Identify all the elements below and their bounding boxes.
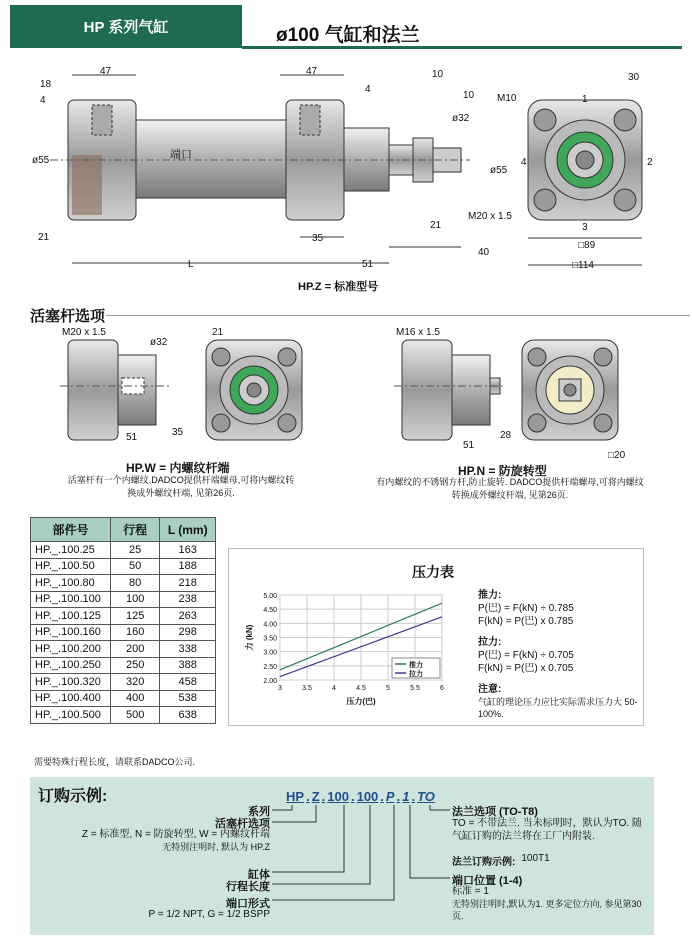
y-tick-label: 4.00	[263, 621, 277, 629]
x-tick-label: 3	[278, 685, 282, 692]
w-dim-21: 21	[212, 327, 224, 338]
part-number-cell: HP._.100.25	[31, 542, 111, 559]
length-cell: 263	[160, 608, 216, 625]
table-note: 需要特殊行程长度，请联系DADCO公司.	[34, 757, 196, 767]
length-cell: 458	[160, 674, 216, 691]
label-flange: 法兰选项 (TO-T8)	[452, 806, 538, 818]
part-number-cell: HP._.100.200	[31, 641, 111, 658]
x-axis-label: 压力(巴)	[346, 697, 376, 706]
length-cell: 388	[160, 657, 216, 674]
stroke-cell: 25	[110, 542, 160, 559]
part-number-cell: HP._.100.160	[31, 624, 111, 641]
table-row	[31, 657, 216, 674]
order-title: 订购示例:	[38, 788, 108, 805]
dim-4-left: 4	[40, 95, 46, 106]
rod-options-rule	[106, 315, 690, 316]
length-cell: 538	[160, 690, 216, 707]
code-flange: TO	[417, 789, 435, 804]
y-tick-label: 3.50	[263, 635, 277, 643]
code-port-form: P	[385, 789, 395, 804]
table-row	[31, 608, 216, 625]
port-pos-desc: 标准 = 1	[452, 886, 489, 897]
code-port-position: 1	[402, 789, 410, 804]
rod-options-drawings	[0, 320, 692, 455]
y-tick-label: 2.00	[263, 678, 277, 685]
rod-options-title: 活塞杆选项	[30, 308, 106, 325]
series-tab: HP 系列气缸	[10, 5, 242, 48]
dim-L: L	[188, 259, 194, 270]
y-tick-label: 2.50	[263, 663, 277, 671]
push-title: 推力:	[478, 590, 502, 601]
table-row	[31, 575, 216, 592]
dim-40: 40	[478, 247, 490, 258]
y-tick-label: 3.00	[263, 649, 277, 657]
stroke-cell: 160	[110, 624, 160, 641]
code-stroke: 100	[356, 789, 379, 804]
x-tick-label: 4	[332, 685, 336, 692]
table-row	[31, 641, 216, 658]
part-number-cell: HP._.100.400	[31, 690, 111, 707]
legend-label-0: 推力	[409, 662, 423, 669]
dim-rod-dia: ø32	[452, 113, 470, 124]
note-title: 注意:	[478, 684, 502, 695]
note-text: 气缸的理论压力应比实际需求压力大 50-100%.	[478, 697, 638, 719]
dim-thread: M20 x 1.5	[468, 211, 512, 222]
y-tick-label: 5.00	[263, 593, 277, 600]
n-caption: HP.N = 防旋转型	[458, 464, 547, 478]
code-series: HP	[286, 789, 305, 804]
order-leader-lines	[260, 800, 460, 920]
w-dim-thread: M20 x 1.5	[62, 327, 106, 338]
push-formula-2: F(kN) = P(巴) x 0.785	[478, 616, 574, 627]
flange-example	[452, 853, 550, 868]
page-title: ø100 气缸和法兰	[276, 25, 420, 46]
x-tick-label: 5.5	[410, 685, 420, 692]
pull-title: 拉力:	[478, 637, 502, 648]
x-tick-label: 6	[440, 685, 444, 692]
table-row	[31, 707, 216, 724]
stroke-cell: 200	[110, 641, 160, 658]
col-length: L (mm)	[160, 518, 216, 542]
port-pos-note: 无特别注明时,默认为1. 更多定位方向, 参见第30页.	[452, 899, 642, 921]
x-tick-label: 3.5	[302, 685, 312, 692]
dim-55-left: ø55	[32, 155, 50, 166]
y-tick-label: 4.50	[263, 607, 277, 615]
part-number-cell: HP._.100.125	[31, 608, 111, 625]
table-row	[31, 690, 216, 707]
stroke-cell: 320	[110, 674, 160, 691]
formula-block	[478, 589, 638, 720]
w-dim-51: 51	[126, 432, 138, 443]
rod-default: 无特别注明时, 默认为 HP.Z	[162, 842, 270, 852]
port-label: 端口	[170, 149, 192, 161]
pull-formula-2: F(kN) = P(巴) x 0.705	[478, 663, 574, 674]
legend-label-1: 拉力	[409, 671, 423, 678]
stroke-cell: 400	[110, 690, 160, 707]
label-bore: 缸体	[248, 869, 270, 881]
label-series: 系列	[248, 806, 270, 818]
stroke-cell: 500	[110, 707, 160, 724]
y-axis-label: 力 (kN)	[245, 624, 254, 651]
order-code: HP . Z . 100 . 100 . P . 1 . TO	[286, 789, 435, 804]
dim-10-top: 10	[432, 69, 444, 80]
port-pos-3: 3	[582, 222, 588, 233]
col-part-number: 部件号	[31, 518, 111, 542]
label-port-form: 端口形式	[226, 898, 270, 910]
x-tick-label: 4.5	[356, 685, 366, 692]
length-cell: 218	[160, 575, 216, 592]
dim-55-right: ø55	[490, 165, 508, 176]
rod-desc: Z = 标准型, N = 防旋转型, W = 内螺纹杆端	[81, 829, 270, 840]
part-number-cell: HP._.100.100	[31, 591, 111, 608]
table-row	[31, 542, 216, 559]
part-number-cell: HP._.100.320	[31, 674, 111, 691]
dim-51: 51	[362, 259, 374, 270]
dim-47-right: 47	[306, 66, 318, 77]
table-row	[31, 558, 216, 575]
push-formula-1: P(巴) = F(kN) ÷ 0.785	[478, 603, 574, 614]
port-pos-2: 2	[647, 157, 653, 168]
dim-18: 18	[40, 79, 52, 90]
length-cell: 188	[160, 558, 216, 575]
main-caption: HP.Z = 标准型号	[298, 281, 379, 293]
stroke-cell: 125	[110, 608, 160, 625]
pressure-chart	[240, 585, 460, 720]
stroke-table	[30, 517, 216, 724]
n-dim-thread: M16 x 1.5	[396, 327, 440, 338]
flange-example-value: 100T1	[521, 853, 550, 864]
pull-formula-1: P(巴) = F(kN) ÷ 0.705	[478, 650, 574, 661]
port-form-desc: P = 1/2 NPT, G = 1/2 BSPP	[148, 909, 270, 920]
part-number-cell: HP._.100.500	[31, 707, 111, 724]
dim-4-right: 4	[365, 84, 371, 95]
stroke-cell: 250	[110, 657, 160, 674]
flange-desc: TO = 不带法兰. 当未标明时，默认为TO. 随气缸订购的法兰将在工厂内附装.	[452, 818, 642, 842]
label-rod: 活塞杆选项	[215, 818, 270, 830]
n-dim-20: □20	[608, 450, 626, 461]
length-cell: 298	[160, 624, 216, 641]
n-note: 有内螺纹的不锈钢方杆,防止旋转. DADCO提供杆端螺母,可将内螺纹转换成外螺纹杆端, 见第26页.	[376, 477, 644, 500]
dim-89: □89	[578, 240, 596, 251]
n-dim-28: 28	[500, 430, 512, 441]
code-bore: 100	[327, 789, 349, 804]
label-stroke: 行程长度	[226, 881, 270, 893]
w-dim-35: 35	[172, 427, 184, 438]
x-tick-label: 5	[386, 685, 390, 692]
dim-35: 35	[312, 233, 324, 244]
dim-m10: M10	[497, 93, 517, 104]
n-dim-51: 51	[463, 440, 475, 451]
part-number-cell: HP._.100.50	[31, 558, 111, 575]
w-caption: HP.W = 内螺纹杆端	[126, 461, 230, 475]
table-row	[31, 624, 216, 641]
dim-21-right: 21	[430, 220, 442, 231]
table-row	[31, 591, 216, 608]
length-cell: 238	[160, 591, 216, 608]
flange-example-label: 法兰订购示例:	[452, 857, 516, 868]
dim-114: □114	[572, 260, 594, 271]
dim-30: 30	[628, 72, 640, 83]
length-cell: 638	[160, 707, 216, 724]
stroke-cell: 80	[110, 575, 160, 592]
col-stroke: 行程	[110, 518, 160, 542]
w-dim-32: ø32	[150, 337, 168, 348]
label-port-position: 端口位置 (1-4)	[452, 875, 523, 887]
length-cell: 163	[160, 542, 216, 559]
dim-21-left: 21	[38, 232, 50, 243]
dim-47-left: 47	[100, 66, 112, 77]
code-rod: Z	[311, 789, 320, 804]
port-pos-1: 1	[582, 94, 588, 105]
port-pos-4: 4	[521, 157, 527, 168]
length-cell: 338	[160, 641, 216, 658]
part-number-cell: HP._.100.80	[31, 575, 111, 592]
stroke-cell: 50	[110, 558, 160, 575]
dim-10: 10	[463, 90, 475, 101]
w-note: 活塞杆有一个内螺纹.DADCO提供杆端螺母,可将内螺纹转换成外螺纹杆端, 见第26页.	[67, 475, 295, 498]
table-row	[31, 674, 216, 691]
stroke-cell: 100	[110, 591, 160, 608]
part-number-cell: HP._.100.250	[31, 657, 111, 674]
pressure-title: 压力表	[412, 564, 454, 580]
